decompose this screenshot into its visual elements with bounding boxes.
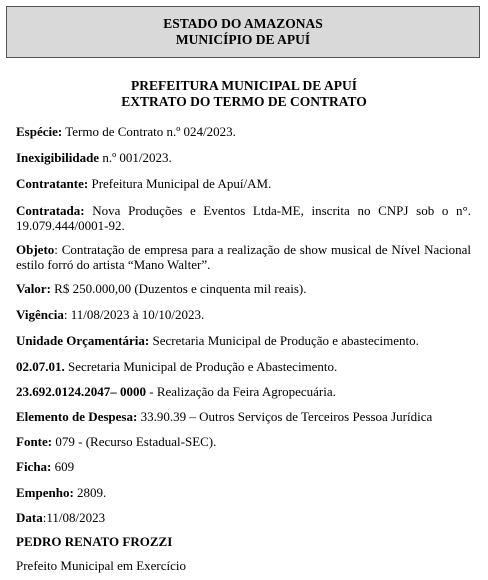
field-inexigibilidade: Inexigibilidade n.º 001/2023. <box>16 150 172 165</box>
field-unidade-orcamentaria: Unidade Orçamentária: Secretaria Municipal de Produção e abastecimento. <box>16 333 419 348</box>
header-state: ESTADO DO AMAZONAS <box>163 16 323 31</box>
signer-role: Prefeito Municipal em Exercício <box>16 558 187 573</box>
field-dotacao-unidade: 02.07.01. Secretaria Municipal de Produção e Abastecimento. <box>16 359 338 374</box>
header-municipality: MUNICÍPIO DE APUÍ <box>175 32 311 47</box>
field-valor: Valor: R$ 250.000,00 (Duzentos e cinquenta mil reais). <box>16 281 307 296</box>
state-header-box <box>6 6 480 58</box>
field-data: Data:11/08/2023 <box>16 510 106 525</box>
field-elemento-despesa: Elemento de Despesa: 33.90.39 – Outros Serviços de Terceiros Pessoa Jurídica <box>16 409 433 424</box>
field-contratada: Contratada: Nova Produções e Eventos Ltda-ME, inscrita no CNPJ sob o n°. 19.079.444/0001-92. <box>16 203 471 233</box>
field-empenho: Empenho: 2809. <box>16 485 107 500</box>
signer-name: PEDRO RENATO FROZZI <box>16 534 173 549</box>
field-contratante: Contratante: Prefeitura Municipal de Apuí/AM. <box>16 176 272 191</box>
field-vigencia: Vigência: 11/08/2023 à 10/10/2023. <box>16 307 205 322</box>
field-objeto: Objeto: Contratação de empresa para a realização de show musical de Nível Nacional estilo forró do artista “Mano Walter”. <box>16 242 471 272</box>
field-ficha: Ficha: 609 <box>16 459 75 474</box>
title-extrato: EXTRATO DO TERMO DE CONTRATO <box>121 94 367 109</box>
document-title <box>0 78 488 110</box>
field-especie: Espécie: Termo de Contrato n.º 024/2023. <box>16 124 236 139</box>
field-programa: 23.692.0124.2047– 0000 - Realização da Feira Agropecuária. <box>16 384 336 399</box>
field-fonte: Fonte: 079 - (Recurso Estadual-SEC). <box>16 434 217 449</box>
title-prefeitura: PREFEITURA MUNICIPAL DE APUÍ <box>131 78 357 93</box>
